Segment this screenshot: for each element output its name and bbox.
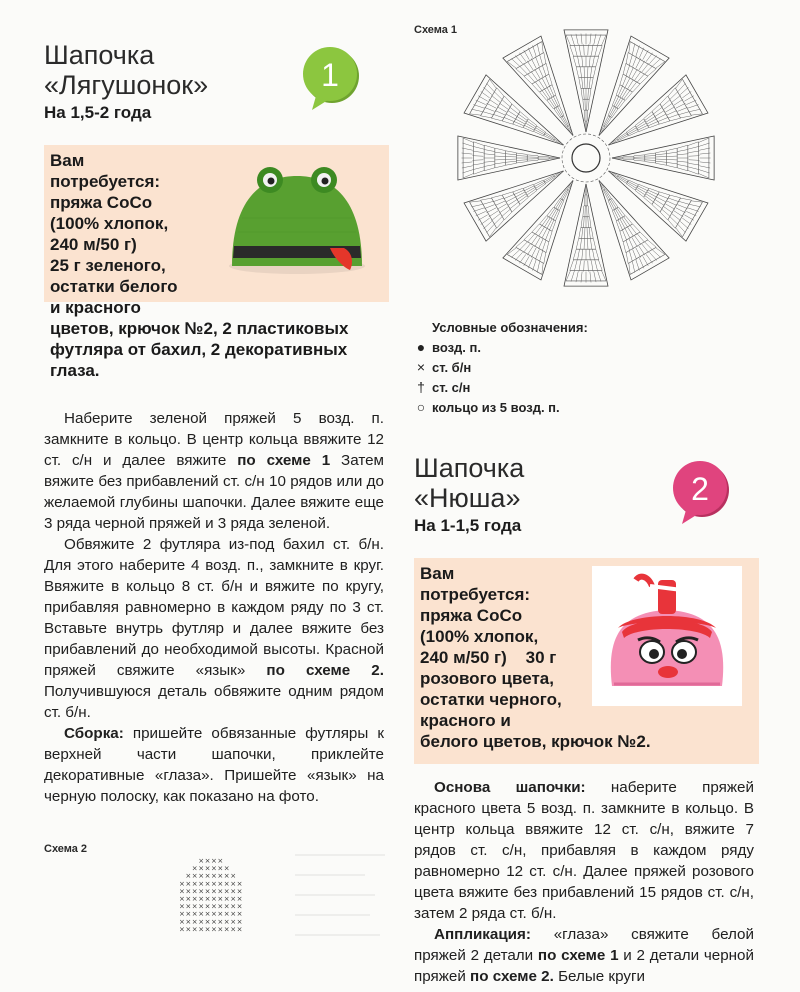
scheme2-stitch: × [198,872,205,881]
scheme2-stitch: × [223,902,230,911]
scheme2-stitch: × [223,879,230,888]
pattern2-title-line2: «Нюша» [414,483,521,513]
scheme2-stitch: × [185,879,192,888]
scheme2-stitch: × [211,864,217,873]
badge-2 [668,458,738,528]
scheme2-stitch: × [236,879,243,888]
scheme2-label: Схема 2 [44,843,88,855]
req2-line6: красного и [420,711,511,730]
req1-heading2: потребуется: [50,172,161,191]
scheme2-stitch: × [179,887,185,896]
legend-item-dc: † ст. с/н [417,379,471,395]
scheme2-stitch: × [185,910,192,919]
req1-line4: 25 г зеленого, [50,256,166,275]
scheme2-stitch: × [223,895,230,903]
scheme2-stitch: × [204,864,211,873]
bleed-through-left [195,845,395,955]
scheme2-stitch: × [211,902,217,911]
scheme2-stitch: × [211,910,217,919]
scheme2-stitch: × [211,857,217,865]
scheme2-stitch: × [223,917,230,926]
scheme2-stitch: × [230,910,237,919]
scheme2-stitch: × [217,872,224,881]
scheme2-stitch: × [223,864,230,873]
pattern2-para2: Аппликация: «глаза» свяжите белой пряжей 2 детали по схеме 1 и 2 детали черной пряжей по схеме 2. Белые круги [414,926,754,985]
scheme2-stitch: × [185,895,192,903]
nyusha-hat-photo [592,566,742,711]
pattern1-para1: Наберите зеленой пряжей 5 возд. п. замкните в кольцо. В центр кольца ввяжите 12 ст. с/н и далее вяжите по схеме 1 Затем вяжите без прибавлений ст. с/н 10 рядов или до желаемой глубины шапочки. Далее вяжите еще 3 ряда черной пряжей и 3 ряда зеленой. [44,410,384,532]
scheme2-stitch: × [204,902,211,911]
scheme2-stitch: × [179,879,185,888]
scheme2-stitch: × [204,925,211,934]
scheme1-wedge [599,180,669,280]
badge-1 [298,44,368,114]
scheme2-stitch: × [230,895,237,903]
req2-line1: пряжа CoCo [420,606,523,625]
scheme2-stitch: × [191,864,198,873]
scheme2-stitch: × [204,917,211,926]
scheme2-stitch: × [198,857,205,865]
legend-title: Условные обозначения: [432,320,588,335]
req1-line8: футляра от бахил, 2 декоративных [50,340,348,359]
scheme1-wedge [464,171,564,241]
scheme2-stitch: × [236,917,243,926]
scheme2-stitch: × [223,887,230,896]
scheme2-stitch: × [198,925,205,934]
scheme2-stitch: × [198,917,205,926]
scheme2-stitch: × [236,902,243,911]
scheme2-stitch: × [230,879,237,888]
scheme2-stitch: × [185,887,192,896]
scheme2-stitch: × [217,895,224,903]
scheme2-stitch: × [191,902,198,911]
scheme2-stitch: × [179,902,185,911]
req2-heading2: потребуется: [420,585,531,604]
scheme2-stitch: × [198,879,205,888]
scheme1-wedge [458,136,560,180]
scheme2-stitch: × [223,872,230,881]
scheme2-stitch: × [185,902,192,911]
req1-line9: глаза. [50,361,100,380]
pattern1-title-line2: «Лягушонок» [44,70,209,100]
scheme2-stitch: × [191,872,198,881]
badge-2-number: 2 [691,471,709,507]
scheme1-wedge [464,75,564,145]
scheme2-stitch: × [236,895,243,903]
scheme2-stitch: × [230,887,237,896]
req1-line7: цветов, крючок №2, 2 пластиковых [50,319,349,338]
pattern2-para1: Основа шапочки: наберите пряжей красного цвета 5 возд. п. замкните в кольцо. В центр кольца ввяжите 12 ст. с/н, вяжите 7 рядов ст. с/н, прибавляя в каждом ряду равномерно 12 ст. с/н. Далее пряжей розового цвета вяжите без прибавлений 15 рядов ст. с/н, затем 2 ряда ст. б/н. [414,779,754,922]
scheme1-wedge [503,36,573,136]
pattern1-title-line1: Шапочка [44,40,155,70]
pattern2-title-line1: Шапочка [414,453,525,483]
req2-line7: белого цветов, крючок №2. [420,732,651,751]
req2-heading1: Вам [420,564,455,583]
scheme2-stitch: × [236,925,243,934]
req2-line4: розового цвета, [420,669,554,688]
scheme2-stitch: × [211,879,217,888]
scheme2-stitch: × [191,910,198,919]
scheme2-stitch: × [223,925,230,934]
scheme1-label: Схема 1 [414,24,458,36]
scheme2-stitch: × [204,872,211,881]
scheme2-stitch: × [223,910,230,919]
scheme2-stitch: × [198,895,205,903]
scheme2-stitch: × [198,887,205,896]
scheme2-stitch: × [185,925,192,934]
scheme2-stitch: × [191,887,198,896]
scheme2-stitch: × [191,895,198,903]
scheme2-stitch: × [204,887,211,896]
scheme1-wedge [564,184,608,286]
scheme2-stitch: × [217,902,224,911]
scheme2-stitch: × [217,864,224,873]
scheme2-stitch: × [211,925,217,934]
scheme2-stitch: × [191,879,198,888]
scheme2-stitch: × [230,902,237,911]
scheme2-stitch: × [185,917,192,926]
scheme2-stitch: × [236,887,243,896]
scheme2-stitch: × [198,864,205,873]
scheme2-stitch: × [211,895,217,903]
scheme1-wedge [564,30,608,132]
scheme2-stitch: × [179,925,185,934]
scheme2-stitch: × [179,910,185,919]
scheme2-stitch: × [217,910,224,919]
scheme2-stitch: × [217,925,224,934]
pattern2-age: На 1-1,5 года [414,516,522,535]
scheme2-stitch: × [191,925,198,934]
scheme2-stitch: × [236,910,243,919]
req2-line3: 240 м/50 г) 30 г [420,648,557,667]
pattern1-para2: Обвяжите 2 футляра из-под бахил ст. б/н. Для этого наберите 4 возд. п., замкните в круг. Ввяжите в кольцо 8 ст. б/н и вяжите по кругу, прибавляя равномерно в каждом ряду по 3 ст. Вставьте внутрь футляр и далее вяжите без прибавлений до необходимой высоты. Красной пряжей свяжите «язык» по схеме 2. Получившуюся деталь обвяжите одним рядом ст. б/н. [44,536,384,721]
scheme2-stitch: × [230,872,237,881]
scheme2-stitch: × [204,879,211,888]
scheme2-stitch: × [179,917,185,926]
scheme2-stitch: × [204,910,211,919]
req1-line5: остатки белого [50,277,178,296]
scheme1-center-ring [572,144,600,172]
pattern2-instructions [414,777,754,987]
pattern1-age: На 1,5-2 года [44,103,152,122]
frog-hat-photo [222,158,372,283]
scheme2-stitch: × [217,857,224,865]
scheme2-stitch: × [230,925,237,934]
scheme2-stitch: × [198,910,205,919]
legend-item-ring: ○ кольцо из 5 возд. п. [416,399,560,415]
req1-heading1: Вам [50,151,85,170]
req1-line3: 240 м/50 г) [50,235,137,254]
scheme2-stitch: × [230,917,237,926]
pattern1-para3: Сборка: пришейте обвязанные футляры к верхней части шапочки, приклейте декоративные «глаза». Пришейте «язык» на черную полоску, как показано на фото. [44,725,384,805]
scheme2-stitch: × [179,895,185,903]
scheme2-stitch: × [217,879,224,888]
scheme2-stitch: × [198,902,205,911]
req2-line2: (100% хлопок, [420,627,539,646]
pattern1-instructions [44,408,384,807]
badge-1-number: 1 [321,57,339,93]
scheme2-stitch: × [211,872,217,881]
legend-item-chain: ● возд. п. [416,339,481,355]
req2-line5: остатки черного, [420,690,562,709]
scheme1-wedge [599,36,669,136]
scheme2-stitch: × [191,917,198,926]
scheme2-stitch: × [185,872,192,881]
legend [410,320,740,417]
req1-line1: пряжа CoCo [50,193,153,212]
scheme2-stitch: × [211,887,217,896]
scheme2-stitch: × [204,857,211,865]
scheme2-stitch: × [217,917,224,926]
scheme2-stitch: × [211,917,217,926]
scheme2-stitch: × [204,895,211,903]
scheme1-wedge [612,136,714,180]
scheme1-wedge [608,75,708,145]
scheme1-wedge [608,171,708,241]
scheme2-stitch: × [217,887,224,896]
scheme1-wedge [503,180,573,280]
legend-item-sc: × ст. б/н [416,359,472,375]
scheme1-chart [438,18,738,323]
req1-line6: и красного [50,298,141,317]
req1-line2: (100% хлопок, [50,214,169,233]
